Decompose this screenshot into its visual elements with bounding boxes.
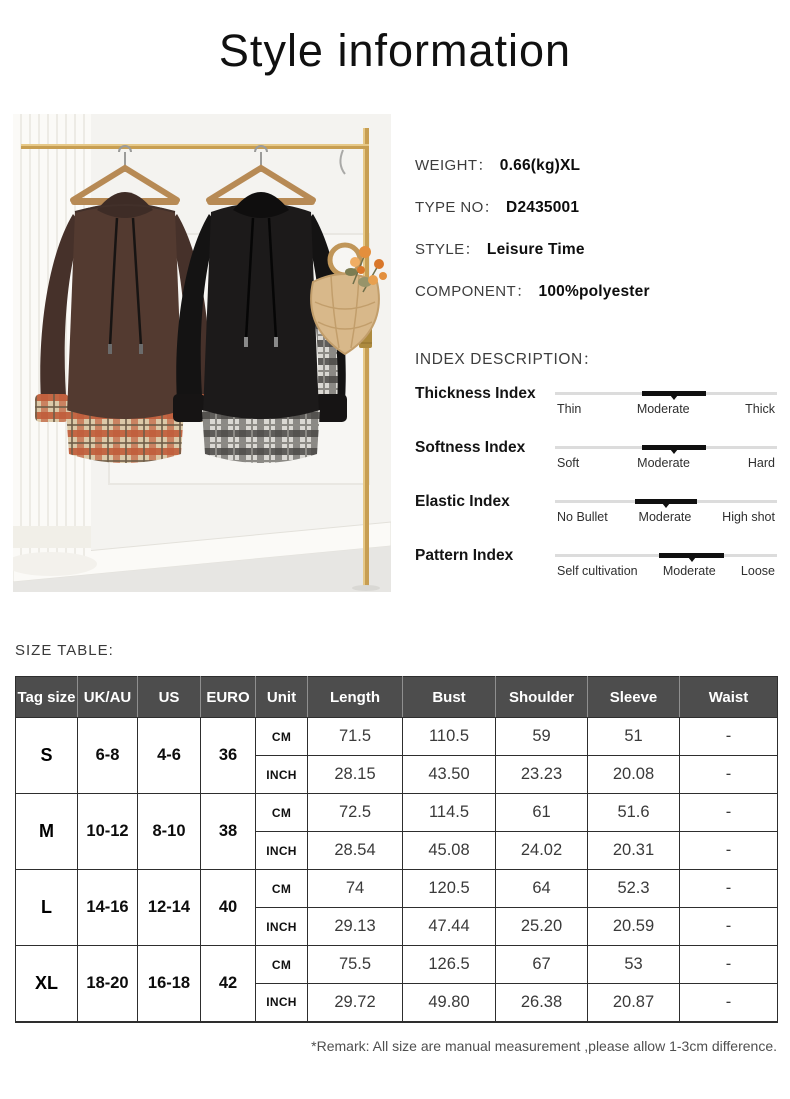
index-track xyxy=(555,554,777,557)
spec-component xyxy=(415,280,777,301)
col-header-bust: Bust xyxy=(403,677,496,718)
col-header-waist: Waist xyxy=(680,677,778,718)
size-table-heading: SIZE TABLE: xyxy=(15,642,114,659)
measurement-cell: 29.13 xyxy=(308,908,403,946)
index-scale xyxy=(555,437,777,477)
spec-style xyxy=(415,238,777,259)
measurement-cell: 23.23 xyxy=(496,756,588,794)
product-photo-illustration xyxy=(13,114,391,592)
tag-size-cell: S xyxy=(16,718,78,794)
index-description-heading: INDEX DESCRIPTION： xyxy=(415,351,599,368)
index-level-labels xyxy=(555,402,777,416)
col-header-length: Length xyxy=(308,677,403,718)
measurement-cell: 52.3 xyxy=(588,870,680,908)
col-header-shoulder: Shoulder xyxy=(496,677,588,718)
measurement-cell: 72.5 xyxy=(308,794,403,832)
unit-cell: INCH xyxy=(256,908,308,946)
measurement-cell: 61 xyxy=(496,794,588,832)
page-title: Style information xyxy=(218,25,572,76)
index-name: Pattern Index xyxy=(415,547,514,564)
index-level-label: Thick xyxy=(745,402,775,416)
col-header-uk-au: UK/AU xyxy=(78,677,138,718)
index-marker-icon xyxy=(688,557,696,562)
index-level-label: High shot xyxy=(722,510,775,524)
measurement-cell: 25.20 xyxy=(496,908,588,946)
measurement-cell: 24.02 xyxy=(496,832,588,870)
measurement-cell: 120.5 xyxy=(403,870,496,908)
index-level-label: Hard xyxy=(747,456,775,470)
measurement-cell: 43.50 xyxy=(403,756,496,794)
index-level-label: Moderate xyxy=(636,402,690,416)
measurement-cell: - xyxy=(680,718,778,756)
size-table xyxy=(15,676,778,1023)
index-scale xyxy=(555,383,777,423)
measurement-cell: 28.54 xyxy=(308,832,403,870)
index-scale xyxy=(555,545,777,585)
index-level-label: Thin xyxy=(557,402,582,416)
euro-cell: 38 xyxy=(201,794,256,870)
unit-cell: CM xyxy=(256,870,308,908)
size-row-m-cm xyxy=(16,794,778,832)
tag-size-cell: M xyxy=(16,794,78,870)
size-table-body xyxy=(16,718,778,1022)
measurement-cell: - xyxy=(680,794,778,832)
index-row-pattern-index xyxy=(415,545,777,585)
measurement-cell: 26.38 xyxy=(496,984,588,1022)
unit-cell: CM xyxy=(256,718,308,756)
index-track xyxy=(555,500,777,503)
us-cell: 12-14 xyxy=(138,870,201,946)
measurement-cell: 28.15 xyxy=(308,756,403,794)
unit-cell: INCH xyxy=(256,984,308,1022)
spec-weight xyxy=(415,154,777,175)
measurement-cell: 71.5 xyxy=(308,718,403,756)
unit-cell: CM xyxy=(256,794,308,832)
measurement-cell: 20.59 xyxy=(588,908,680,946)
index-row-elastic-index xyxy=(415,491,777,531)
measurement-cell: 59 xyxy=(496,718,588,756)
col-header-sleeve: Sleeve xyxy=(588,677,680,718)
index-marker-icon xyxy=(670,449,678,454)
euro-cell: 36 xyxy=(201,718,256,794)
measurement-cell: 51 xyxy=(588,718,680,756)
spec-type-no xyxy=(415,196,777,217)
spec-weight-label: WEIGHT： xyxy=(415,157,493,174)
measurement-cell: 126.5 xyxy=(403,946,496,984)
measurement-cell: 47.44 xyxy=(403,908,496,946)
unit-cell: INCH xyxy=(256,832,308,870)
uk-au-cell: 10-12 xyxy=(78,794,138,870)
spec-type-no-value: D2435001 xyxy=(506,199,580,216)
index-level-bar xyxy=(635,499,697,504)
measurement-cell: 45.08 xyxy=(403,832,496,870)
us-cell: 4-6 xyxy=(138,718,201,794)
measurement-cell: 20.87 xyxy=(588,984,680,1022)
index-level-label: No Bullet xyxy=(557,510,608,524)
uk-au-cell: 6-8 xyxy=(78,718,138,794)
index-level-bar xyxy=(642,445,706,450)
index-track xyxy=(555,392,777,395)
index-level-labels xyxy=(555,456,777,470)
measurement-cell: 51.6 xyxy=(588,794,680,832)
index-level-bar xyxy=(659,553,723,558)
measurement-cell: - xyxy=(680,756,778,794)
measurement-cell: 75.5 xyxy=(308,946,403,984)
spec-weight-value: 0.66(kg)XL xyxy=(499,157,581,174)
euro-cell: 40 xyxy=(201,870,256,946)
index-level-label: Loose xyxy=(740,564,775,578)
measurement-cell: 110.5 xyxy=(403,718,496,756)
measurement-cell: 74 xyxy=(308,870,403,908)
index-level-label: Self cultivation xyxy=(557,564,638,578)
size-row-l-cm xyxy=(16,870,778,908)
spec-component-label: COMPONENT： xyxy=(415,283,532,300)
index-level-label: Moderate xyxy=(637,456,690,470)
unit-cell: INCH xyxy=(256,756,308,794)
unit-cell: CM xyxy=(256,946,308,984)
index-name: Elastic Index xyxy=(415,493,510,510)
remark-text: *Remark: All size are manual measurement ,please allow 1-3cm difference. xyxy=(311,1037,777,1054)
index-marker-icon xyxy=(670,395,678,400)
euro-cell: 42 xyxy=(201,946,256,1022)
col-header-us: US xyxy=(138,677,201,718)
index-level-labels xyxy=(555,564,777,578)
index-row-softness-index xyxy=(415,437,777,477)
index-level-label: Moderate xyxy=(662,564,716,578)
tag-size-cell: XL xyxy=(16,946,78,1022)
index-level-labels xyxy=(555,510,777,524)
product-photo xyxy=(13,114,391,592)
measurement-cell: - xyxy=(680,984,778,1022)
spec-style-value: Leisure Time xyxy=(486,241,585,258)
measurement-cell: 67 xyxy=(496,946,588,984)
uk-au-cell: 14-16 xyxy=(78,870,138,946)
measurement-cell: 20.08 xyxy=(588,756,680,794)
measurement-cell: 114.5 xyxy=(403,794,496,832)
col-header-euro: EURO xyxy=(201,677,256,718)
index-rows-container xyxy=(415,383,777,585)
col-header-unit: Unit xyxy=(256,677,308,718)
measurement-cell: 53 xyxy=(588,946,680,984)
index-row-thickness-index xyxy=(415,383,777,423)
us-cell: 8-10 xyxy=(138,794,201,870)
index-level-bar xyxy=(642,391,706,396)
index-scale xyxy=(555,491,777,531)
measurement-cell: - xyxy=(680,870,778,908)
hero-section xyxy=(0,114,790,592)
spec-type-no-label: TYPE NO： xyxy=(415,199,500,216)
size-row-xl-cm xyxy=(16,946,778,984)
spec-style-label: STYLE： xyxy=(415,241,480,258)
measurement-cell: - xyxy=(680,908,778,946)
col-header-tag-size: Tag size xyxy=(16,677,78,718)
index-marker-icon xyxy=(662,503,670,508)
uk-au-cell: 18-20 xyxy=(78,946,138,1022)
index-name: Thickness Index xyxy=(415,385,536,402)
info-panel xyxy=(391,114,777,592)
index-track xyxy=(555,446,777,449)
measurement-cell: - xyxy=(680,946,778,984)
index-name: Softness Index xyxy=(415,439,526,456)
measurement-cell: 29.72 xyxy=(308,984,403,1022)
tag-size-cell: L xyxy=(16,870,78,946)
measurement-cell: 20.31 xyxy=(588,832,680,870)
us-cell: 16-18 xyxy=(138,946,201,1022)
size-table-header-row xyxy=(16,677,778,718)
spec-component-value: 100%polyester xyxy=(538,283,650,300)
measurement-cell: 64 xyxy=(496,870,588,908)
measurement-cell: - xyxy=(680,832,778,870)
index-level-label: Moderate xyxy=(638,510,692,524)
size-row-s-cm xyxy=(16,718,778,756)
index-level-label: Soft xyxy=(557,456,580,470)
measurement-cell: 49.80 xyxy=(403,984,496,1022)
